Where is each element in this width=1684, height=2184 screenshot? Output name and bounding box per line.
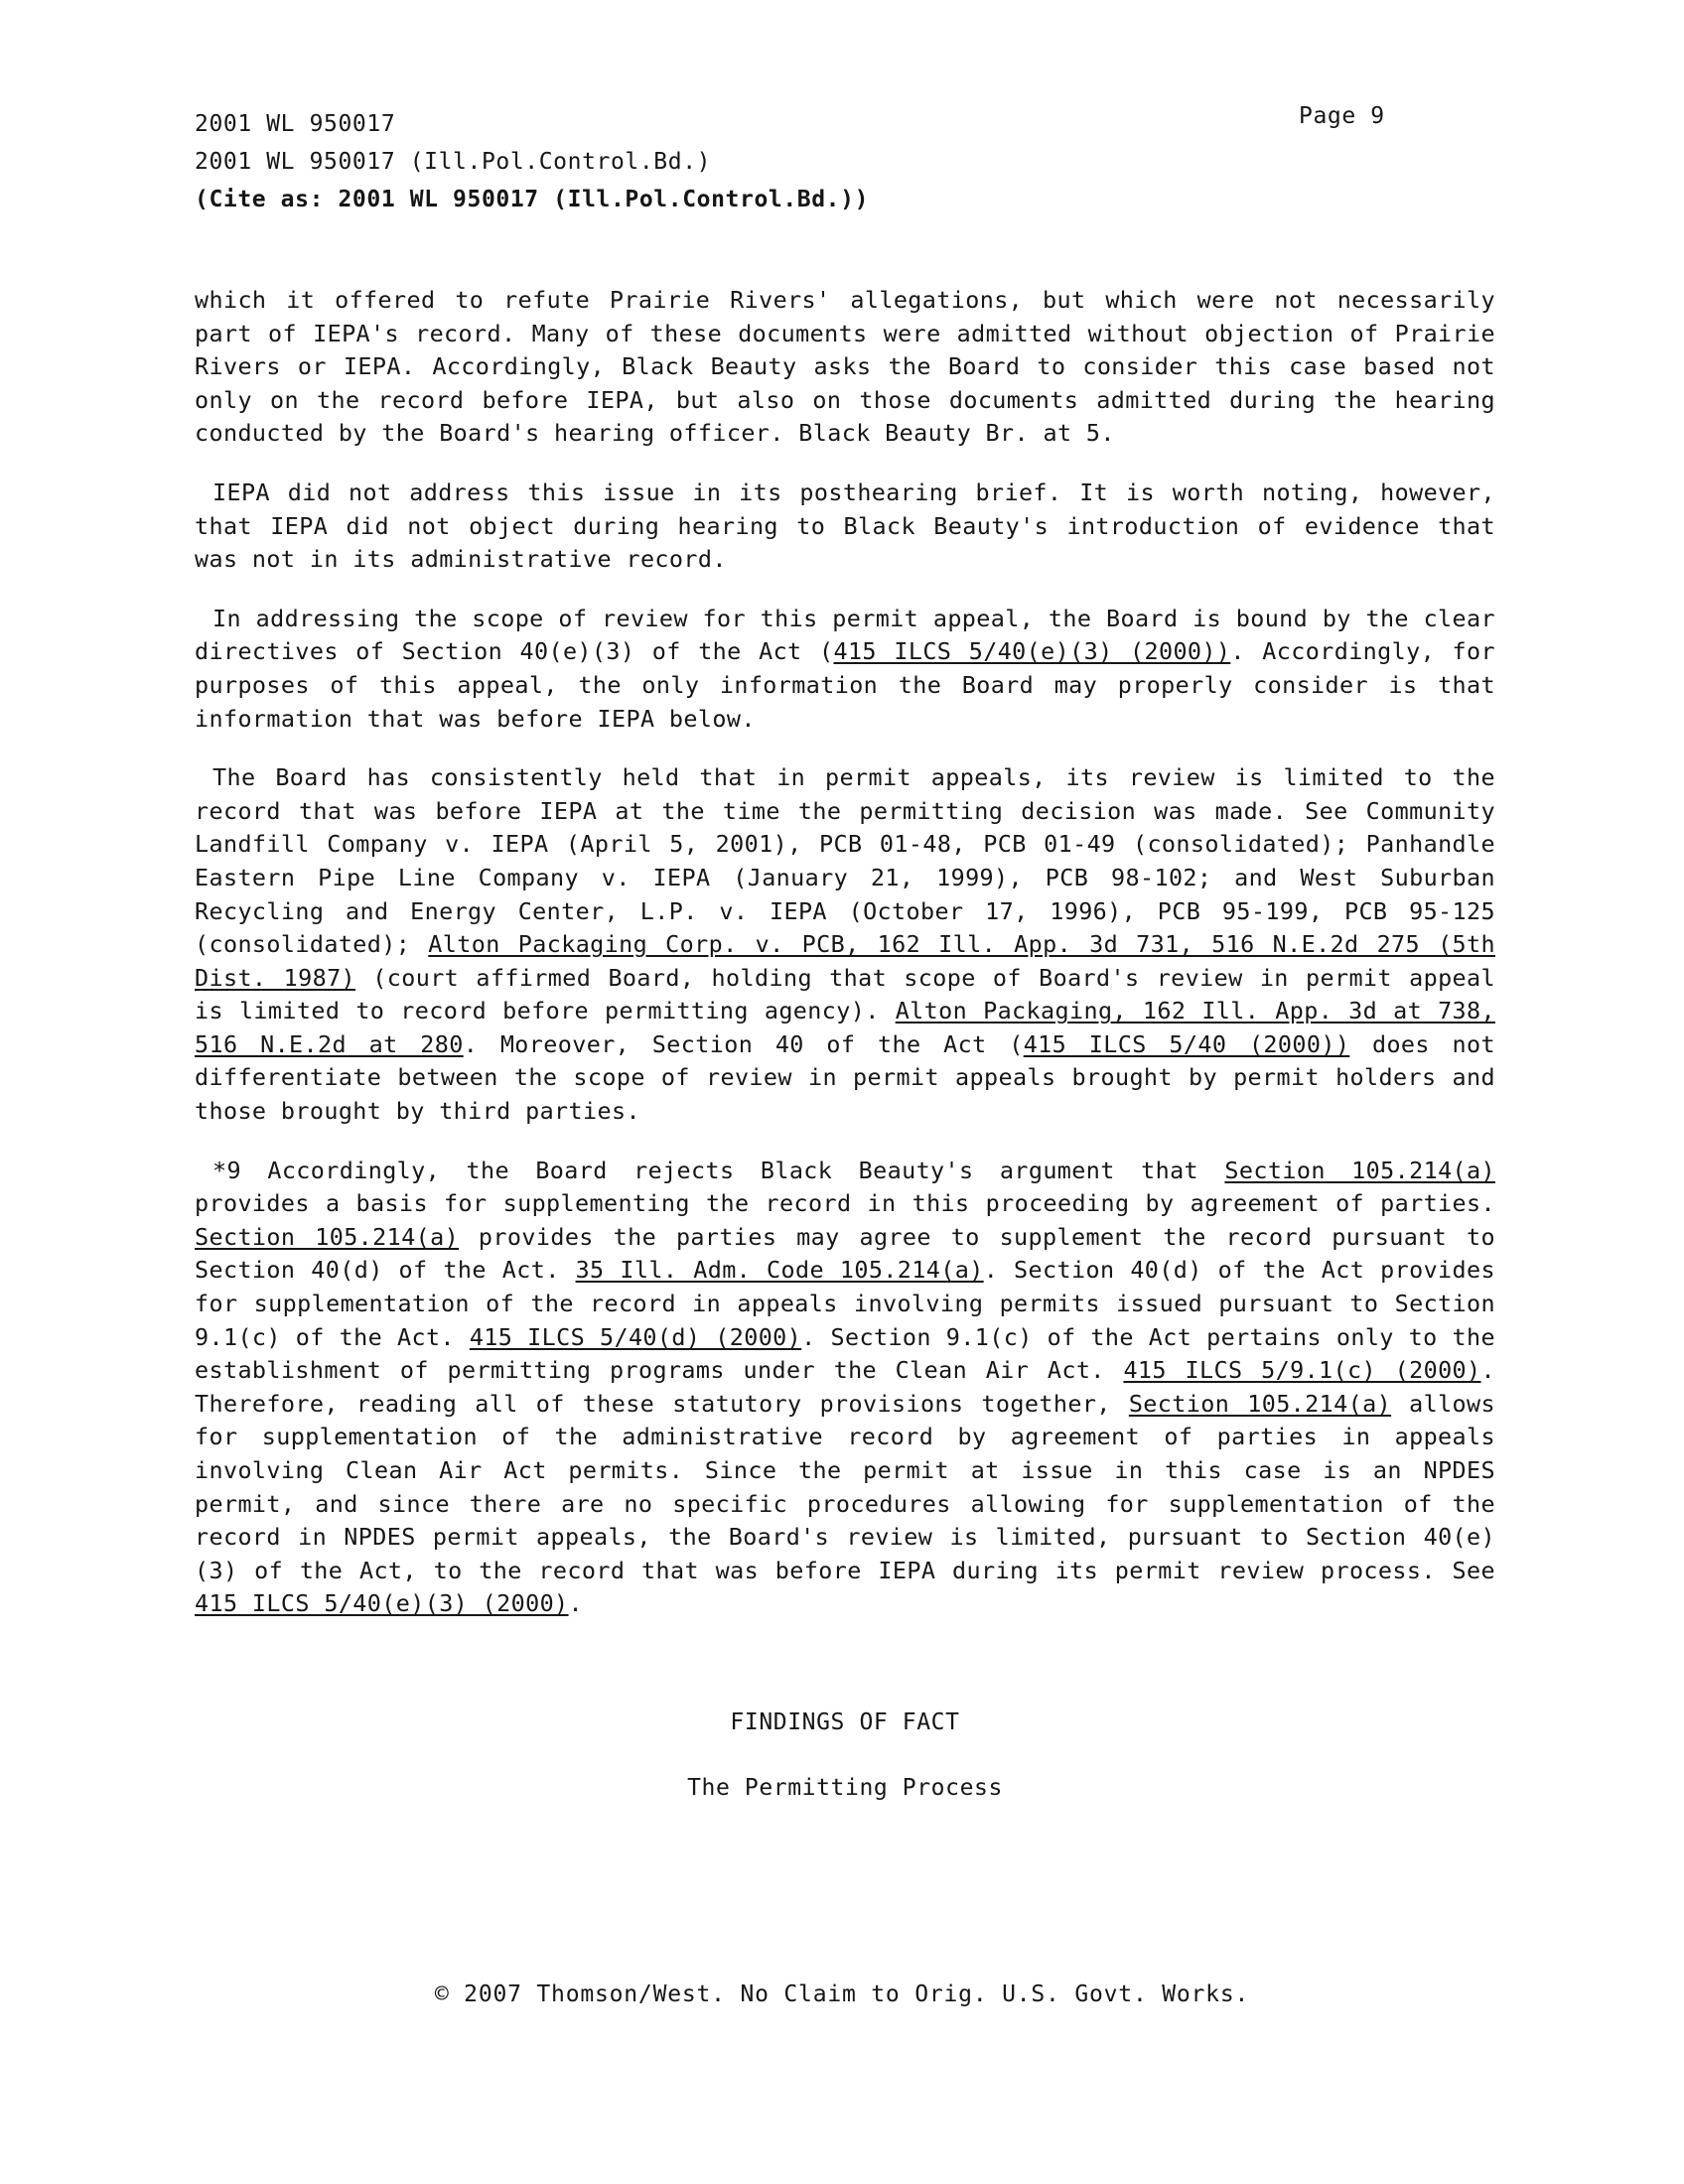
paragraph-2: IEPA did not address this issue in its posthearing brief. It is worth noting, however, that IEPA did not object during hearing to Black Beauty's introduction of evidence that was not in its administrative record. — [195, 478, 1495, 574]
citation-link[interactable]: 35 Ill. Adm. Code 105.214(a) — [575, 1256, 984, 1285]
citation-link[interactable]: 415 ILCS 5/9.1(c) (2000) — [1123, 1356, 1481, 1385]
paragraph-3 — [195, 603, 1495, 736]
text: allows for supplementation of the administrative record by agreement of parties in appeals involving Clean Air Act permits. Since the permit at issue in this case is an NPDES permit, and since there are no specific procedures allowing for supplementation of the record in NPDES permit appeals, the Board's review is limited, pursuant to Section 40(e)(3) of the Act, to the record that was before IEPA during its permit review process. See — [195, 1389, 1496, 1584]
text: . — [568, 1589, 584, 1618]
text: provides the parties may agree to supplement the record pursuant to Section 40(d) of the Act. — [195, 1222, 1495, 1285]
text: provides a basis for supplementing the record in this proceeding by agreement of parties. — [195, 1189, 1495, 1218]
citation-link[interactable]: Section 105.214(a) — [1224, 1156, 1495, 1184]
cite-as-line: (Cite as: 2001 WL 950017 (Ill.Pol.Control.Bd.)) — [195, 187, 870, 212]
citation-line-1: 2001 WL 950017 — [195, 111, 396, 137]
citation-link[interactable]: Section 105.214(a) — [1128, 1389, 1392, 1418]
paragraph-1: which it offered to refute Prairie Rivers' allegations, but which were not necessarily part of IEPA's record. Many of these documents were admitted without objection of Prairie Rivers or IEPA. Accordingly, Black Beauty asks the Board to consider this case based not only on the record before IEPA, but also on those documents admitted during the hearing conducted by the Board's hearing officer. Black Beauty Br. at 5. — [195, 286, 1495, 448]
text: . Section 9.1(c) of the Act pertains only to the establishment of permitting programs under the Clean Air Act. — [195, 1322, 1495, 1385]
paragraph-4 — [195, 761, 1495, 1129]
citation-link[interactable]: Alton Packaging, 162 Ill. App. 3d at 738, 516 N.E.2d at 280 — [195, 997, 1495, 1058]
text: The Board has consistently held that in permit appeals, its review is limited to the record that was before IEPA at the time the permitting decision was made. See Community Landfill Company v. IEPA (April 5, 2001), PCB 01-48, PCB 01-49 (consolidated); Panhandle Eastern Pipe Line Company v. IEPA (January 21, 1999), PCB 98-102; and West Suburban Recycling and Energy Center, L.P. v. IEPA (October 17, 1996), PCB 95-199, PCB 95-125 (consolidated); — [195, 763, 1495, 959]
section-heading: FINDINGS OF FACT — [730, 1709, 960, 1735]
text: . Section 40(d) of the Act provides for supplementation of the record in appeals involving permits issued pursuant to Section 9.1(c) of the Act. — [195, 1256, 1495, 1351]
text: . Therefore, reading all of these statutory provisions together, — [195, 1356, 1496, 1418]
text: *9 Accordingly, the Board rejects Black Beauty's argument that — [212, 1156, 1225, 1184]
text: . Accordingly, for purposes of this appeal, the only information the Board may properly consider is that information that was before IEPA below. — [195, 637, 1495, 733]
page-number: Page 9 — [1299, 103, 1385, 129]
citation-link[interactable]: Section 105.214(a) — [195, 1222, 460, 1251]
paragraph-5 — [195, 1155, 1495, 1621]
citation-header — [195, 105, 869, 218]
subsection-heading: The Permitting Process — [687, 1775, 1003, 1801]
citation-link[interactable]: 415 ILCS 5/40(d) (2000) — [469, 1322, 802, 1351]
citation-link[interactable]: 415 ILCS 5/40(e)(3) (2000)) — [833, 637, 1231, 666]
citation-link[interactable]: 415 ILCS 5/40 (2000)) — [1023, 1029, 1350, 1058]
body-text — [195, 284, 1495, 1647]
citation-link[interactable]: 415 ILCS 5/40(e)(3) (2000) — [195, 1589, 569, 1618]
text: . Moreover, Section 40 of the Act ( — [463, 1029, 1024, 1058]
text: In addressing the scope of review for this permit appeal, the Board is bound by the clear directives of Section 40(e)(3) of the Act ( — [195, 604, 1495, 666]
copyright-footer: © 2007 Thomson/West. No Claim to Orig. U.S. Govt. Works. — [434, 1981, 1250, 2007]
citation-line-2: 2001 WL 950017 (Ill.Pol.Control.Bd.) — [195, 149, 712, 175]
text: (court affirmed Board, holding that scope of Board's review in permit appeal is limited to record before permitting agency). — [195, 963, 1495, 1025]
text: does not differentiate between the scope of review in permit appeals brought by permit holders and those brought by third parties. — [195, 1029, 1495, 1126]
citation-link[interactable]: Alton Packaging Corp. v. PCB, 162 Ill. App. 3d 731, 516 N.E.2d 275 (5th Dist. 1987) — [195, 930, 1496, 992]
